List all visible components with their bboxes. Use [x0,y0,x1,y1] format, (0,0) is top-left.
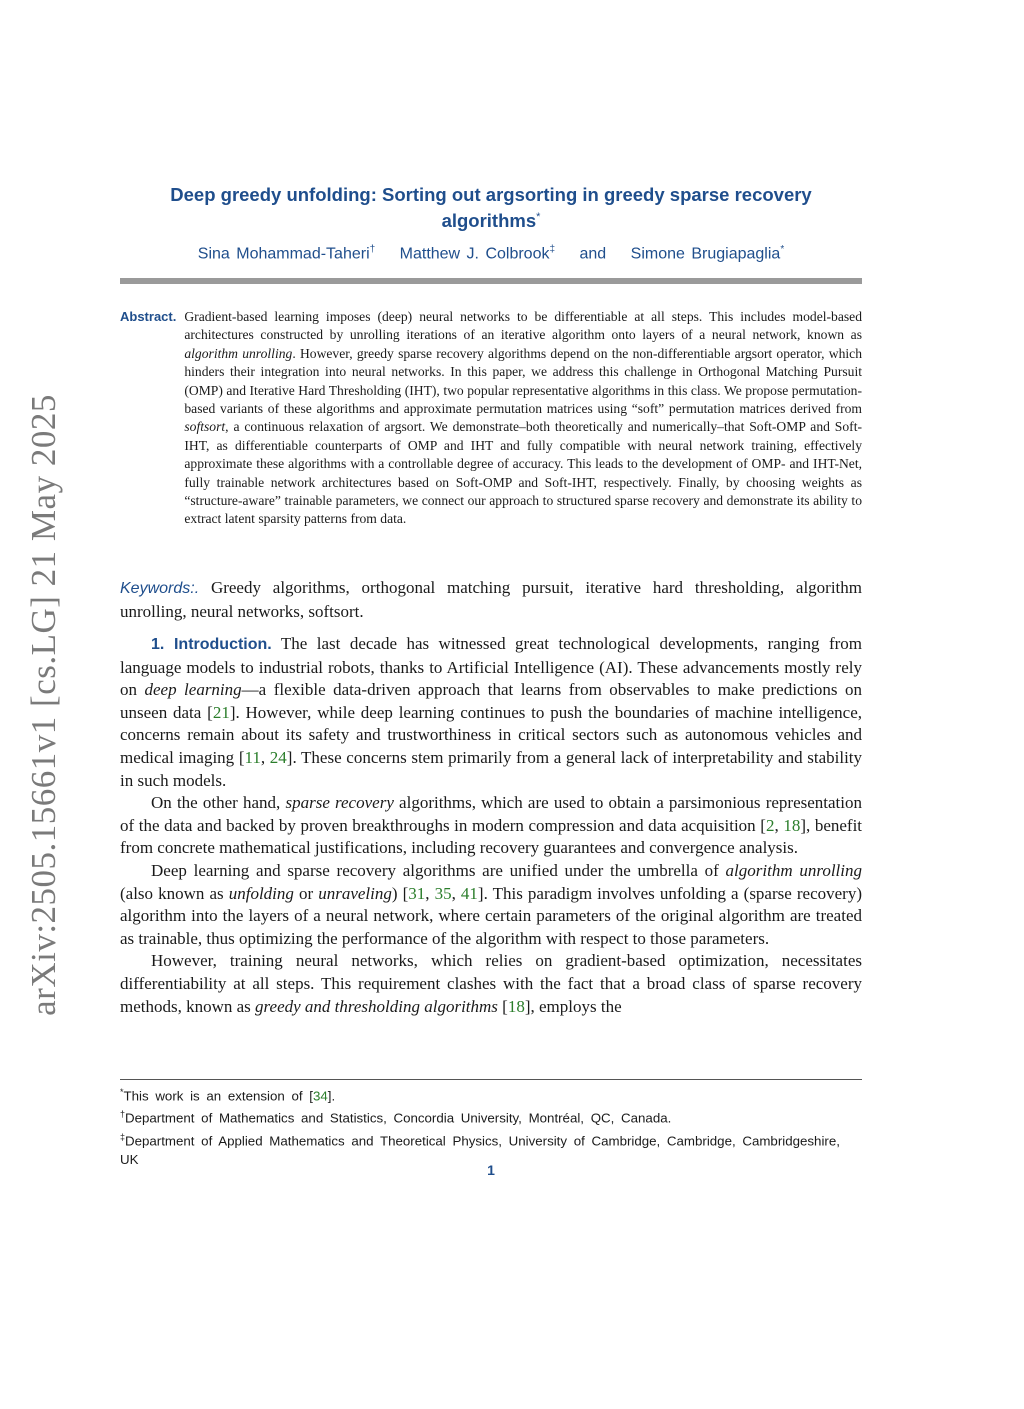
paragraph-text: ], employs the [524,996,622,1016]
paragraph-text: [ [497,996,508,1016]
paragraph-text: or [293,883,319,903]
keywords-block [120,577,862,623]
intro-paragraph-1 [120,633,862,792]
footnote-text: This work is an extension of [ [123,1088,313,1104]
intro-paragraph-3 [120,860,862,950]
abstract-block [120,308,862,529]
abstract-text-part: Gradient-based learning imposes (deep) neural networks to be differentiable at all steps. This includes model-based architectures constructed by unrolling iterations of an iterative algorithm onto layers of a neural network, known as [184,309,862,343]
paper-title [120,183,862,232]
author-2: Matthew J. Colbrook [399,245,550,263]
footnote-divider [120,1079,862,1080]
page-number: 1 [487,1162,495,1178]
paragraph-text: The last decade has witnessed great technological developments, ranging from language models to industrial robots, thanks to Artificial Intelligence (AI). These advancements mostly rely on [120,634,863,700]
abstract-emphasis-term: softsort [184,419,226,435]
authors-and: and [579,245,607,263]
keywords-label: Keywords:. [120,580,200,597]
citation-link[interactable]: 2 [765,815,775,835]
citation-link[interactable]: 31 [408,883,426,903]
emphasis-term: unraveling [318,883,392,903]
citation-link[interactable]: 34 [312,1088,328,1104]
introduction-section [120,633,862,1018]
footnote-text: Department of Mathematics and Statistics, Concordia University, Montréal, QC, Canada. [125,1110,672,1126]
title-line-2: algorithms [441,210,537,232]
citation-link[interactable]: 18 [507,996,525,1016]
footnote-mark: † [120,1109,126,1120]
paragraph-text: ]. These concerns stem primarily from a general lack of interpretability and stability in such models. [120,747,863,790]
paragraph-text: ], benefit from concrete mathematical justifications, including recovery guarantees and convergence analysis. [120,815,863,858]
section-heading: 1. Introduction. [151,636,272,653]
title-divider [120,278,862,284]
keywords-text: Greedy algorithms, orthogonal matching pursuit, iterative hard thresholding, algorithm unrolling, neural networks, softsort. [120,578,863,621]
citation-link[interactable]: 21 [212,702,230,722]
paragraph-text: However, training neural networks, which relies on gradient-based optimization, necessitates differentiability at all steps. This requirement clashes with the fact that a broad class of sparse recovery methods, known as [120,951,862,1016]
intro-paragraph-4 [120,950,862,1018]
footnotes-block [120,1083,862,1169]
paragraph-text: Deep learning and sparse recovery algorithms are unified under the umbrella of [151,860,726,880]
arxiv-identifier-stamp: arXiv:2505.15661v1 [cs.LG] 21 May 2025 [24,394,63,1016]
emphasis-term: algorithm unrolling [725,860,862,880]
citation-link[interactable]: 24 [269,747,287,767]
footnote-1 [120,1083,862,1105]
author-list [120,244,862,263]
paragraph-text: —a flexible data-driven approach that learns from observables to make predictions on unseen data [ [120,680,863,722]
paragraph-text: ]. However, while deep learning continues to push the boundaries of machine intelligence, concerns remain about its safety and trustworthiness in critical sectors such as autonomous vehicles and medical imaging [ [120,702,862,767]
abstract-text [184,308,862,529]
title-line-1: Deep greedy unfolding: Sorting out argsorting in greedy sparse recovery [170,184,812,205]
footnote-text: ]. [327,1088,336,1104]
paragraph-text: , [451,883,461,903]
intro-paragraph-2 [120,792,862,860]
abstract-text-part: , a continuous relaxation of argsort. We demonstrate–both theoretically and numerically–that Soft-OMP and Soft-IHT, as differentiable counterparts of OMP and IHT and fully compatible with neural network training, effectively approximate these algorithms with a controllable degree of accuracy. This leads to the development of OMP- and IHT-Net, fully trainable network architectures based on Soft-OMP and Soft-IHT, respectively. Finally, by choosing weights as “structure-aware” trainable parameters, we connect our approach to structured sparse recovery and demonstrate its ability to extract latent sparsity patterns from data. [184,419,862,527]
footnote-text: Department of Applied Mathematics and Theoretical Physics, University of Cambridge, Cambridge, Cambridgeshire, UK [120,1133,840,1168]
paragraph-text: ]. This paradigm involves unfolding a (sparse recovery) algorithm into the layers of a neural network, where certain parameters of the original algorithm are treated as trainable, thus optimizing the performance of the algorithm with respect to those parameters. [120,883,862,948]
author-3: Simone Brugiapaglia [630,245,781,263]
paragraph-text: , [425,883,435,903]
author-1: Sina Mohammad-Taheri [197,245,370,263]
citation-link[interactable]: 18 [783,815,801,835]
emphasis-term: deep learning [144,680,242,700]
citation-link[interactable]: 35 [434,883,452,903]
author-3-mark: * [780,244,785,255]
emphasis-term: unfolding [228,883,294,903]
paragraph-text: (also known as [120,883,229,903]
emphasis-term: sparse recovery [285,793,394,813]
emphasis-term: greedy and thresholding algorithms [255,996,498,1016]
paragraph-text: On the other hand, [151,793,286,813]
author-1-mark: † [369,244,376,255]
paragraph-text: ) [ [391,883,409,903]
citation-link[interactable]: 11 [244,747,261,767]
title-footnote-mark: * [536,211,541,223]
paragraph-text: algorithms, which are used to obtain a parsimonious representation of the data and backed by proven breakthroughs in modern compression and data acquisition [ [120,793,862,835]
abstract-label: Abstract. [120,309,177,324]
paragraph-text: , [260,747,270,767]
footnote-mark: ‡ [120,1131,126,1142]
abstract-emphasis-term: algorithm unrolling [184,345,293,361]
footnote-2 [120,1105,862,1127]
author-2-mark: ‡ [549,244,556,255]
paragraph-text: , [774,815,784,835]
footnote-mark: * [120,1087,124,1097]
citation-link[interactable]: 41 [460,883,478,903]
abstract-text-part: . However, greedy sparse recovery algorithms depend on the non-differentiable argsort operator, which hinders their integration into neural networks. In this paper, we address this challenge in Orthogonal Matching Pursuit (OMP) and Iterative Hard Thresholding (IHT), two popular representative algorithms in this class. We propose permutation-based variants of these algorithms and approximate permutation matrices using “soft” permutation matrices derived from [184,345,863,417]
